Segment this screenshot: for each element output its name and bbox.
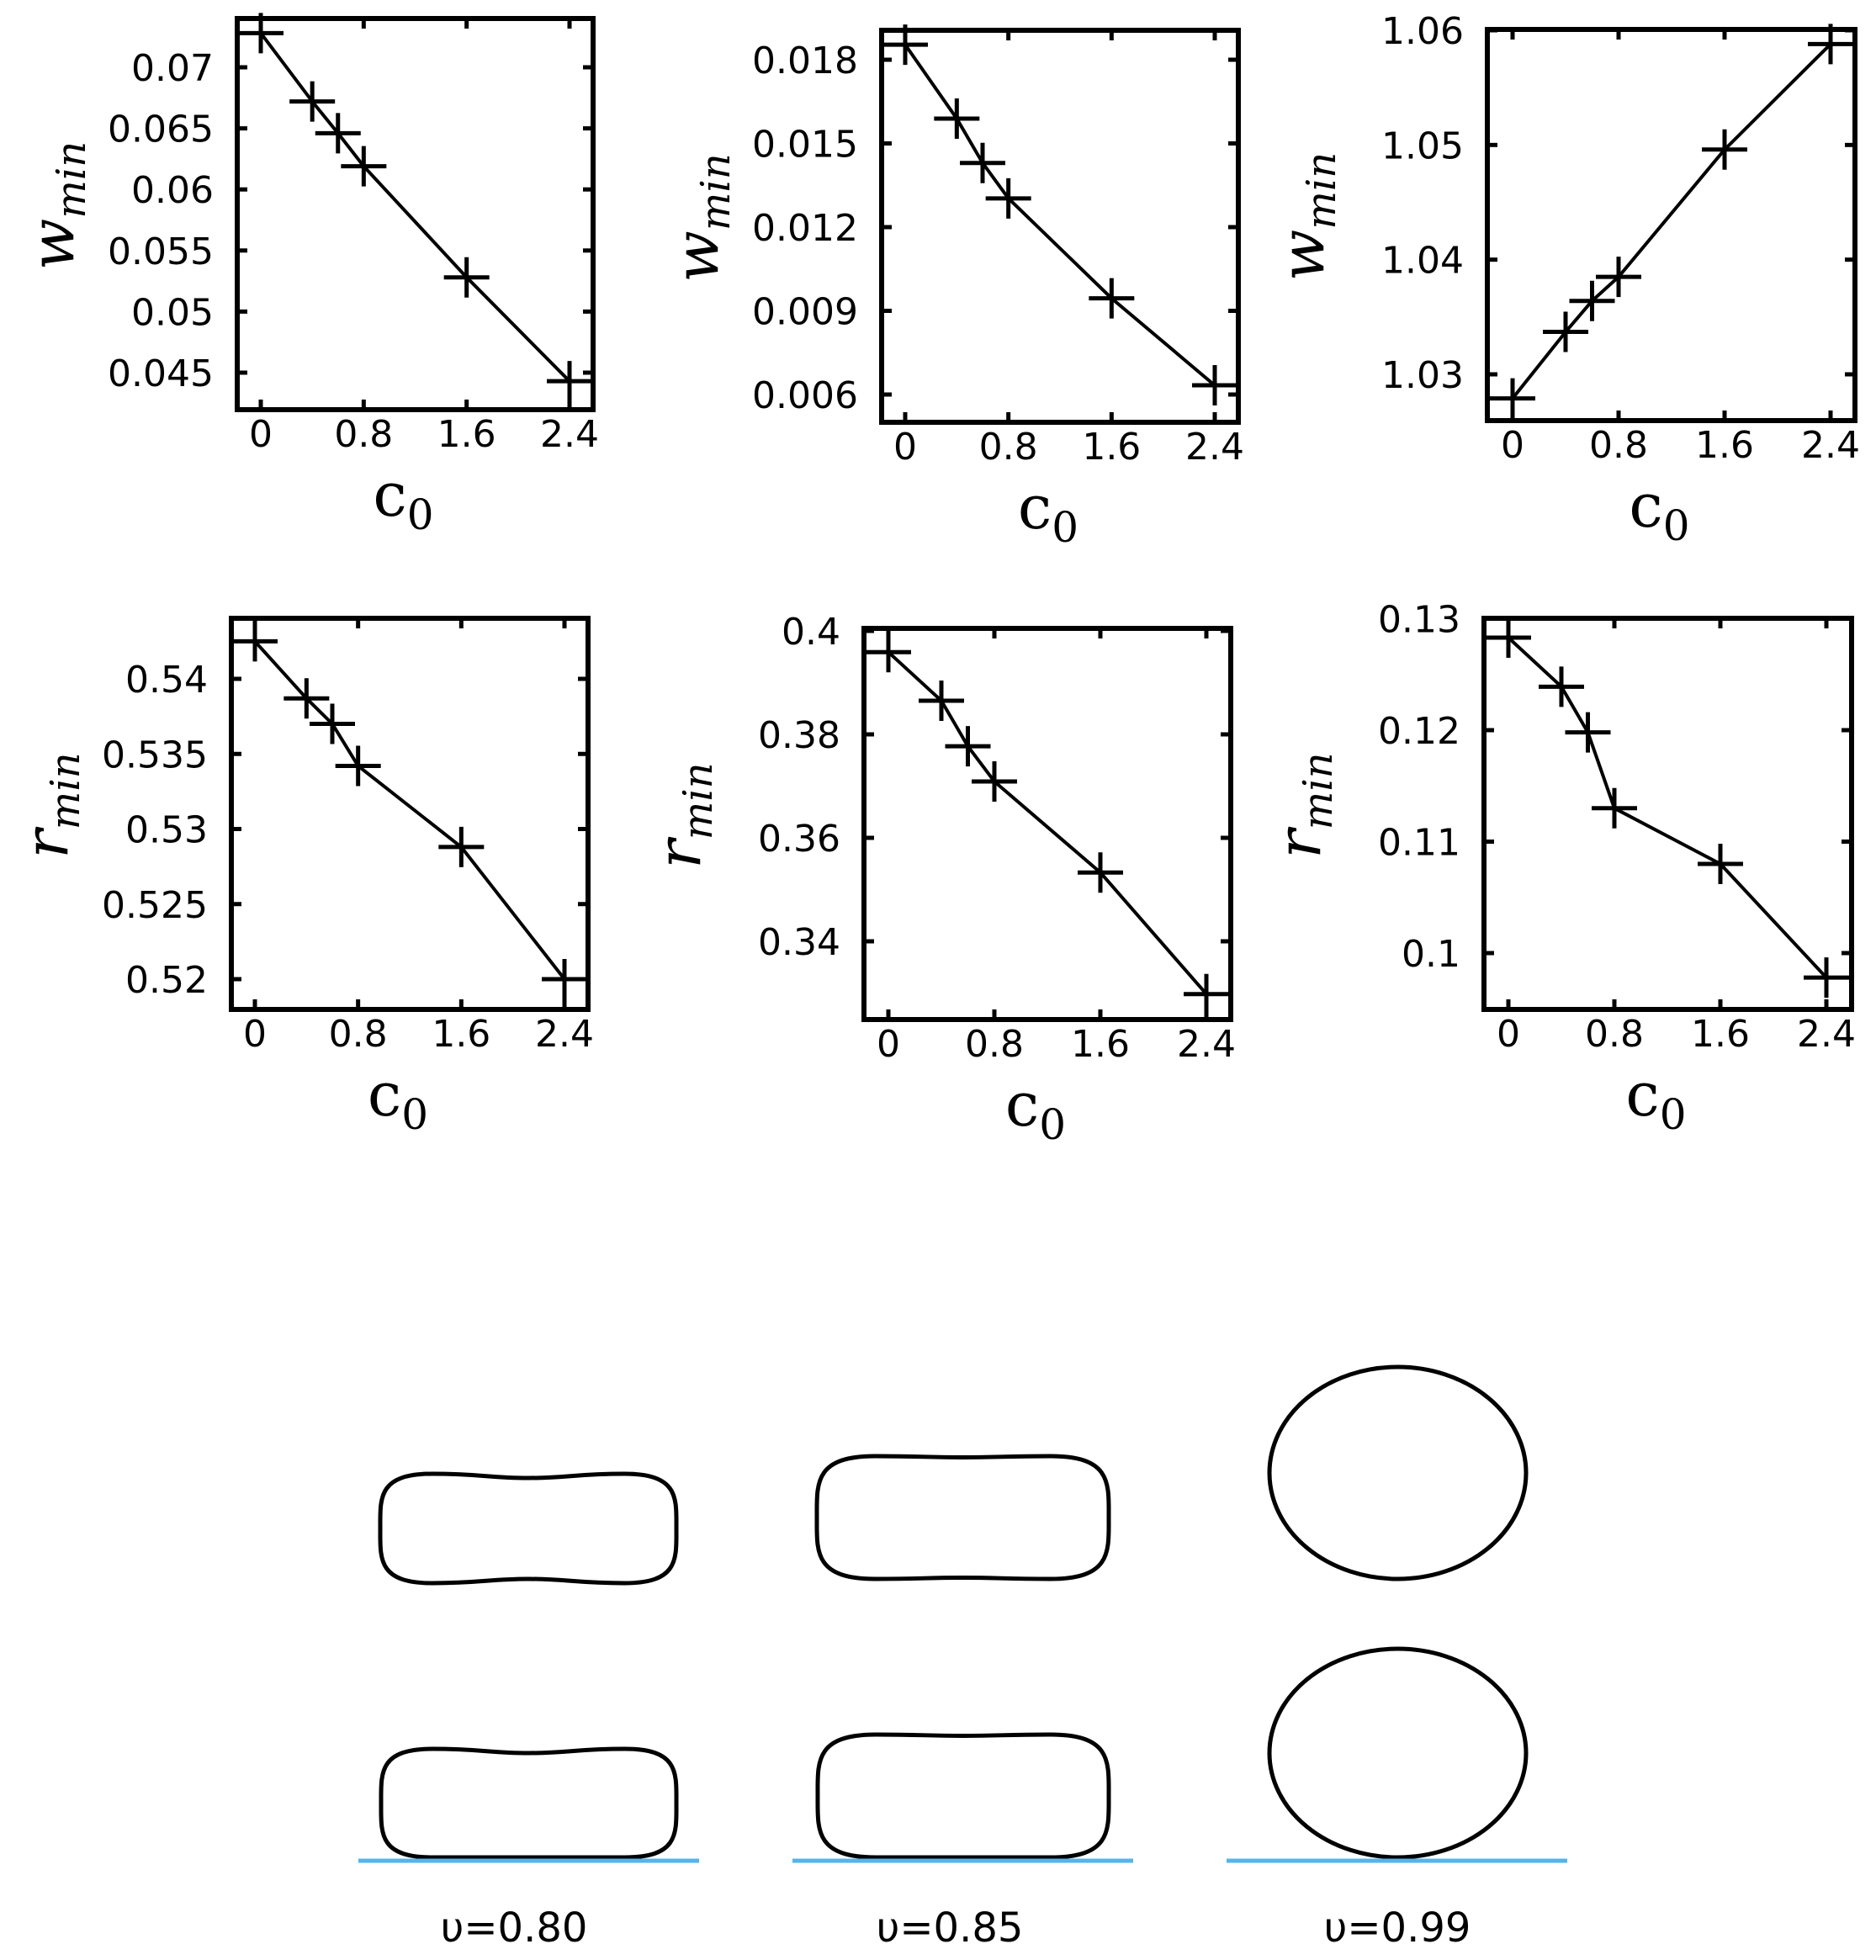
y-tick-label: 1.06 — [1381, 10, 1464, 53]
adhered-vesicle-shape — [381, 1749, 676, 1857]
y-axis-label: rmin — [1264, 752, 1342, 859]
y-tick-label: 0.12 — [1378, 710, 1460, 753]
y-tick-label: 0.06 — [131, 169, 214, 213]
x-tick-label: 0.8 — [328, 1013, 388, 1056]
reduced-volume-label: υ=0.85 — [876, 1904, 1024, 1952]
plus-marker — [1566, 712, 1611, 753]
chart-panel-w_min_v085 — [661, 24, 1244, 552]
chart-panel-r_min_v080 — [11, 618, 594, 1139]
x-tick-label: 0.8 — [1589, 424, 1648, 467]
vesicle-column-2 — [1227, 1367, 1567, 1952]
chart-panel-w_min_v099 — [1267, 10, 1860, 550]
y-axis-label: rmin — [644, 762, 722, 869]
plus-marker — [341, 146, 386, 187]
y-tick-label: 0.52 — [125, 959, 208, 1002]
plus-marker — [1592, 788, 1637, 829]
plus-marker — [1543, 312, 1588, 352]
x-tick-label: 2.4 — [1797, 1013, 1856, 1056]
y-tick-label: 0.1 — [1402, 933, 1460, 976]
y-tick-label: 0.535 — [102, 734, 208, 777]
plus-marker — [1698, 844, 1743, 884]
x-tick-label: 0 — [249, 413, 273, 456]
y-tick-label: 0.36 — [758, 818, 840, 861]
plus-marker — [946, 726, 991, 766]
y-tick-label: 0.07 — [131, 47, 214, 90]
y-tick-label: 1.05 — [1381, 124, 1464, 168]
y-tick-label: 0.11 — [1378, 821, 1460, 865]
reduced-volume-label: υ=0.80 — [440, 1904, 588, 1952]
x-tick-label: 0 — [243, 1013, 267, 1056]
x-axis-label: c0 — [373, 459, 434, 539]
y-tick-label: 0.055 — [108, 230, 214, 273]
reduced-volume-label: υ=0.99 — [1323, 1904, 1471, 1952]
x-tick-label: 1.6 — [437, 413, 496, 456]
vesicle-shapes — [358, 1367, 1567, 1952]
plus-marker — [315, 113, 361, 153]
y-tick-label: 0.012 — [752, 207, 858, 250]
chart-panels — [11, 10, 1860, 1149]
y-tick-label: 0.53 — [125, 808, 208, 852]
y-tick-label: 0.4 — [782, 611, 840, 654]
free-vesicle-shape — [817, 1456, 1109, 1579]
y-axis-label: wmin — [1267, 151, 1345, 282]
y-tick-label: 0.525 — [102, 883, 208, 927]
y-tick-label: 0.045 — [108, 352, 214, 395]
y-tick-label: 0.05 — [131, 291, 214, 335]
plot-frame — [1484, 618, 1852, 1009]
adhered-vesicle-shape — [1269, 1649, 1526, 1857]
y-tick-label: 0.065 — [108, 108, 214, 151]
y-tick-label: 1.03 — [1381, 354, 1464, 397]
x-axis-label: c0 — [1629, 470, 1690, 550]
plus-marker — [542, 959, 587, 999]
chart-panel-r_min_v099 — [1264, 599, 1856, 1140]
data-line — [261, 33, 570, 381]
plus-marker — [960, 143, 1005, 183]
y-tick-label: 0.34 — [758, 921, 840, 964]
x-tick-label: 2.4 — [1185, 426, 1244, 469]
plus-marker — [1184, 974, 1229, 1014]
y-tick-label: 0.13 — [1378, 598, 1460, 642]
plus-marker — [934, 98, 979, 139]
plus-marker — [1490, 379, 1535, 419]
y-tick-label: 0.54 — [125, 659, 208, 702]
plus-marker — [232, 621, 278, 661]
x-tick-label: 0 — [1497, 1013, 1520, 1056]
x-tick-label: 0 — [893, 426, 917, 469]
x-tick-label: 0.8 — [1585, 1013, 1644, 1056]
x-tick-label: 0 — [877, 1023, 900, 1066]
x-axis-label: c0 — [367, 1059, 429, 1139]
x-tick-label: 2.4 — [1177, 1023, 1236, 1066]
x-tick-label: 2.4 — [1801, 424, 1860, 467]
data-line — [1513, 44, 1831, 398]
x-axis-label: c0 — [1017, 472, 1079, 552]
x-tick-label: 0.8 — [334, 413, 394, 456]
y-axis-label: wmin — [661, 153, 739, 283]
vesicle-column-0 — [358, 1474, 699, 1952]
chart-panel-w_min_v080 — [17, 13, 599, 539]
x-tick-label: 1.6 — [1071, 1023, 1130, 1066]
data-line — [905, 45, 1215, 385]
y-tick-label: 0.009 — [752, 290, 858, 334]
adhered-vesicle-shape — [818, 1735, 1109, 1857]
free-vesicle-shape — [1269, 1367, 1526, 1579]
y-tick-label: 0.018 — [752, 40, 858, 82]
x-tick-label: 2.4 — [540, 413, 599, 456]
data-line — [888, 652, 1206, 993]
x-tick-label: 0 — [1501, 424, 1524, 467]
y-axis-label: rmin — [11, 752, 89, 859]
x-tick-label: 0.8 — [978, 426, 1038, 469]
y-tick-label: 0.38 — [758, 714, 840, 757]
plus-marker — [289, 82, 335, 122]
x-tick-label: 0.8 — [965, 1023, 1024, 1066]
x-tick-label: 1.6 — [1695, 424, 1754, 467]
x-tick-label: 1.6 — [1691, 1013, 1750, 1056]
x-tick-label: 1.6 — [432, 1013, 491, 1056]
data-line — [255, 641, 564, 979]
chart-panel-r_min_v085 — [644, 611, 1236, 1149]
y-axis-label: wmin — [17, 140, 95, 271]
x-tick-label: 1.6 — [1082, 426, 1142, 469]
x-tick-label: 2.4 — [535, 1013, 594, 1056]
x-axis-label: c0 — [1004, 1069, 1067, 1149]
y-tick-label: 1.04 — [1381, 239, 1464, 283]
y-tick-label: 0.015 — [752, 123, 858, 167]
x-axis-label: c0 — [1625, 1059, 1687, 1139]
y-tick-label: 0.006 — [752, 374, 858, 417]
plus-marker — [1804, 957, 1849, 998]
vesicle-column-1 — [792, 1456, 1133, 1952]
free-vesicle-shape — [380, 1474, 676, 1583]
